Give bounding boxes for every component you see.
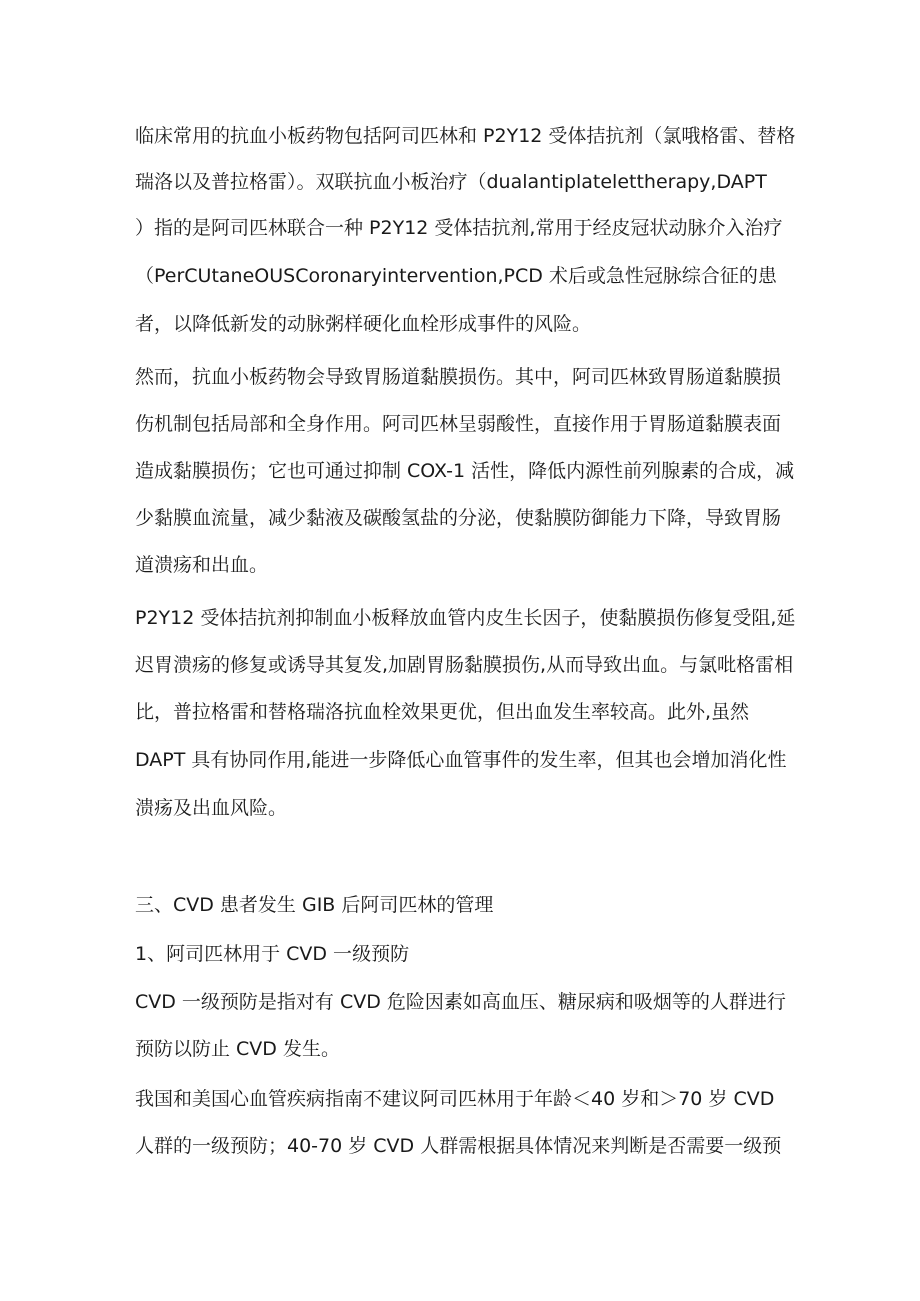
- text-line: 人群的一级预防；40-70 岁 CVD 人群需根据具体情况来判断是否需要一级预: [135, 1135, 782, 1157]
- text-line: 临床常用的抗血小板药物包括阿司匹林和 P2Y12 受体拮抗剂（氯哦格雷、替格: [135, 125, 796, 147]
- text-line: 道溃疡和出血。: [135, 554, 269, 576]
- text-line: 我国和美国心血管疾病指南不建议阿司匹林用于年龄＜40 岁和＞70 岁 CVD: [135, 1088, 775, 1110]
- text-line: 迟胃溃疡的修复或诱导其复发,加剧胃肠黏膜损伤,从而导致出血。与氯吡格雷相: [135, 654, 794, 676]
- text-line: （PerCUtaneOUSCoronaryintervention,PCD 术后或急性冠脉综合征的患: [135, 265, 777, 287]
- text-line: 比，普拉格雷和替格瑞洛抗血栓效果更优，但出血发生率较高。此外,虽然: [135, 701, 750, 723]
- text-line: 然而，抗血小板药物会导致胃肠道黏膜损伤。其中，阿司匹林致胃肠道黏膜损: [135, 366, 782, 388]
- text-line: DAPT 具有协同作用,能进一步降低心血管事件的发生率，但其也会增加消化性: [135, 749, 787, 771]
- text-line: 少黏膜血流量，减少黏液及碳酸氢盐的分泌，使黏膜防御能力下降，导致胃肠: [135, 507, 782, 529]
- text-line: 预防以防止 CVD 发生。: [135, 1038, 340, 1060]
- text-line: 者，以降低新发的动脉粥样硬化血栓形成事件的风险。: [135, 313, 592, 335]
- text-line: 造成黏膜损伤；它也可通过抑制 COX-1 活性，降低内源性前列腺素的合成，减: [135, 460, 795, 482]
- text-line: ）指的是阿司匹林联合一种 P2Y12 受体拮抗剂,常用于经皮冠状动脉介入治疗: [135, 217, 783, 239]
- text-line: P2Y12 受体拮抗剂抑制血小板释放血管内皮生长因子，使黏膜损伤修复受阻,延: [135, 607, 796, 629]
- text-line: CVD 一级预防是指对有 CVD 危险因素如高血压、糖尿病和吸烟等的人群进行: [135, 991, 786, 1013]
- text-line: 瑞洛以及普拉格雷）。双联抗血小板治疗（dualantiplatelettherapy,DAPT: [135, 171, 767, 193]
- subsection-heading: 1、阿司匹林用于 CVD 一级预防: [135, 943, 410, 965]
- text-line: 伤机制包括局部和全身作用。阿司匹林呈弱酸性，直接作用于胃肠道黏膜表面: [135, 413, 782, 435]
- text-line: 溃疡及出血风险。: [135, 797, 288, 819]
- section-heading: 三、CVD 患者发生 GIB 后阿司匹林的管理: [135, 894, 494, 916]
